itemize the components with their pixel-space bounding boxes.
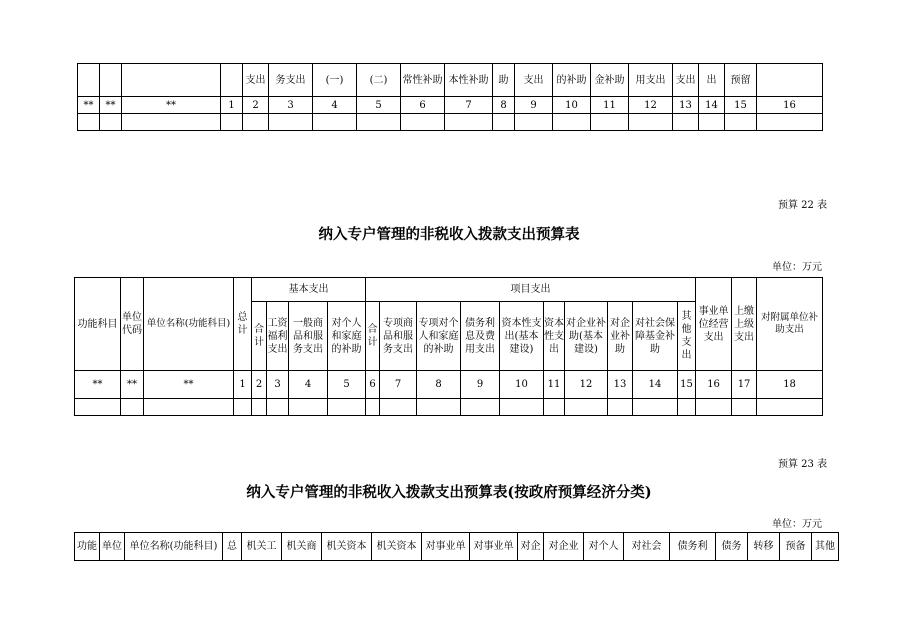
header-cell: 资本性支出: [544, 302, 565, 371]
header-cell: 对企业补助(基本建设): [565, 302, 608, 371]
header-total: 总计: [234, 278, 252, 371]
code-cell: 13: [608, 371, 633, 399]
code-cell: 1: [221, 97, 243, 114]
header-basic-expenditure: 基本支出: [252, 278, 366, 302]
header-cell: 专项对个人和家庭的补助: [417, 302, 461, 371]
header-cell: 对事业单: [470, 533, 518, 561]
code-cell: 9: [515, 97, 553, 114]
code-cell: 18: [757, 371, 823, 399]
table-code-row: [75, 371, 823, 399]
code-cell: 2: [252, 371, 267, 399]
table-number-label: 预算 22 表: [778, 200, 828, 211]
header-cell: (一): [313, 64, 357, 97]
code-cell: 5: [328, 371, 366, 399]
code-cell: 8: [493, 97, 515, 114]
header-unit-code: 单位代码: [121, 278, 144, 371]
code-cell: 9: [461, 371, 500, 399]
code-cell: **: [144, 371, 234, 399]
header-cell: 机关工: [242, 533, 282, 561]
header-project-expenditure: 项目支出: [366, 278, 696, 302]
code-cell: 14: [633, 371, 678, 399]
code-cell: 14: [699, 97, 725, 114]
table-header-row: [78, 64, 823, 97]
header-cell: 金补助: [591, 64, 629, 97]
header-cell: 务支出: [269, 64, 313, 97]
code-cell: 8: [417, 371, 461, 399]
table-data-row: [75, 399, 823, 416]
code-cell: **: [78, 97, 100, 114]
budget-table-continued: [77, 63, 823, 131]
code-cell: 3: [269, 97, 313, 114]
header-cell: 机关商: [282, 533, 322, 561]
table-header-row: [75, 533, 839, 561]
header-cell: 对企业补助: [608, 302, 633, 371]
code-cell: 5: [357, 97, 401, 114]
header-cell: 单位: [100, 533, 125, 561]
code-cell: 6: [401, 97, 445, 114]
header-cell: [78, 64, 100, 97]
header-cell: (二): [357, 64, 401, 97]
header-cell: 的补助: [553, 64, 591, 97]
header-cell: 预留: [725, 64, 757, 97]
header-cell: 工资福利支出: [267, 302, 289, 371]
code-cell: 13: [673, 97, 699, 114]
code-cell: 7: [380, 371, 417, 399]
header-cell: 对事业单: [422, 533, 470, 561]
header-cell: 对个人和家庭的补助: [328, 302, 366, 371]
code-cell: 15: [678, 371, 696, 399]
code-cell: 4: [289, 371, 328, 399]
header-cell: 其他: [812, 533, 839, 561]
header-function: 功能科目: [75, 278, 121, 371]
code-cell: 6: [366, 371, 380, 399]
code-cell: 1: [234, 371, 252, 399]
budget-table-22: [74, 277, 823, 416]
header-unit-name: 单位名称(功能科目): [144, 278, 234, 371]
header-cell: 对社会保障基金补助: [633, 302, 678, 371]
header-cell: 总: [223, 533, 242, 561]
code-cell: **: [121, 371, 144, 399]
code-cell: 17: [732, 371, 757, 399]
code-cell: **: [100, 97, 122, 114]
unit-label: 单位：万元: [772, 262, 822, 273]
header-cell: 专项商品和服务支出: [380, 302, 417, 371]
code-cell: 4: [313, 97, 357, 114]
header-cell: 机关资本: [372, 533, 422, 561]
header-cell: 助: [493, 64, 515, 97]
header-cell: 债务利: [670, 533, 716, 561]
header-cell: 一般商品和服务支出: [289, 302, 328, 371]
header-cell: 资本性支出(基本建设): [500, 302, 544, 371]
code-cell: 10: [553, 97, 591, 114]
code-cell: 11: [591, 97, 629, 114]
table-data-row: [78, 114, 823, 131]
header-cell: 支出: [515, 64, 553, 97]
header-cell: 单位名称(功能科目): [125, 533, 223, 561]
code-cell: 7: [445, 97, 493, 114]
code-cell: 16: [696, 371, 732, 399]
header-cell: 债务: [716, 533, 748, 561]
code-cell: 15: [725, 97, 757, 114]
code-cell: 10: [500, 371, 544, 399]
header-cell: 对社会: [624, 533, 670, 561]
header-cell: 债务利息及费用支出: [461, 302, 500, 371]
header-cell: 支出: [673, 64, 699, 97]
code-cell: **: [122, 97, 221, 114]
header-cell: [757, 64, 823, 97]
code-cell: 12: [565, 371, 608, 399]
header-cell: 功能: [75, 533, 100, 561]
header-cell: 对企业: [544, 533, 584, 561]
code-cell: 3: [267, 371, 289, 399]
header-cell: 本性补助: [445, 64, 493, 97]
code-cell: 2: [243, 97, 269, 114]
header-cell: 常性补助: [401, 64, 445, 97]
header-cell: [221, 64, 243, 97]
table-title: 纳入专户管理的非税收入拨款支出预算表(按政府预算经济分类): [246, 484, 652, 501]
header-cell: [100, 64, 122, 97]
header-cell: 机关资本: [322, 533, 372, 561]
header-business-expenditure: 事业单位经营支出: [696, 278, 732, 371]
table-number-label: 预算 23 表: [778, 459, 828, 470]
header-upper-payment: 上缴上级支出: [732, 278, 757, 371]
code-cell: 12: [629, 97, 673, 114]
header-cell: 对企: [518, 533, 544, 561]
budget-table-23: [74, 532, 839, 561]
header-cell: [122, 64, 221, 97]
unit-label: 单位：万元: [772, 519, 822, 530]
header-subsidiary-subsidy: 对附属单位补助支出: [757, 278, 823, 371]
header-cell: 其他支出: [678, 302, 696, 371]
code-cell: 11: [544, 371, 565, 399]
header-cell: 预备: [780, 533, 812, 561]
header-cell: 出: [699, 64, 725, 97]
code-cell: **: [75, 371, 121, 399]
header-cell: 合计: [252, 302, 267, 371]
header-cell: 支出: [243, 64, 269, 97]
code-cell: 16: [757, 97, 823, 114]
table-code-row: [78, 97, 823, 114]
header-cell: 转移: [748, 533, 780, 561]
header-cell: 对个人: [584, 533, 624, 561]
table-title: 纳入专户管理的非税收入拨款支出预算表: [318, 226, 580, 243]
header-cell: 用支出: [629, 64, 673, 97]
table-header-row: [75, 278, 823, 302]
header-cell: 合计: [366, 302, 380, 371]
